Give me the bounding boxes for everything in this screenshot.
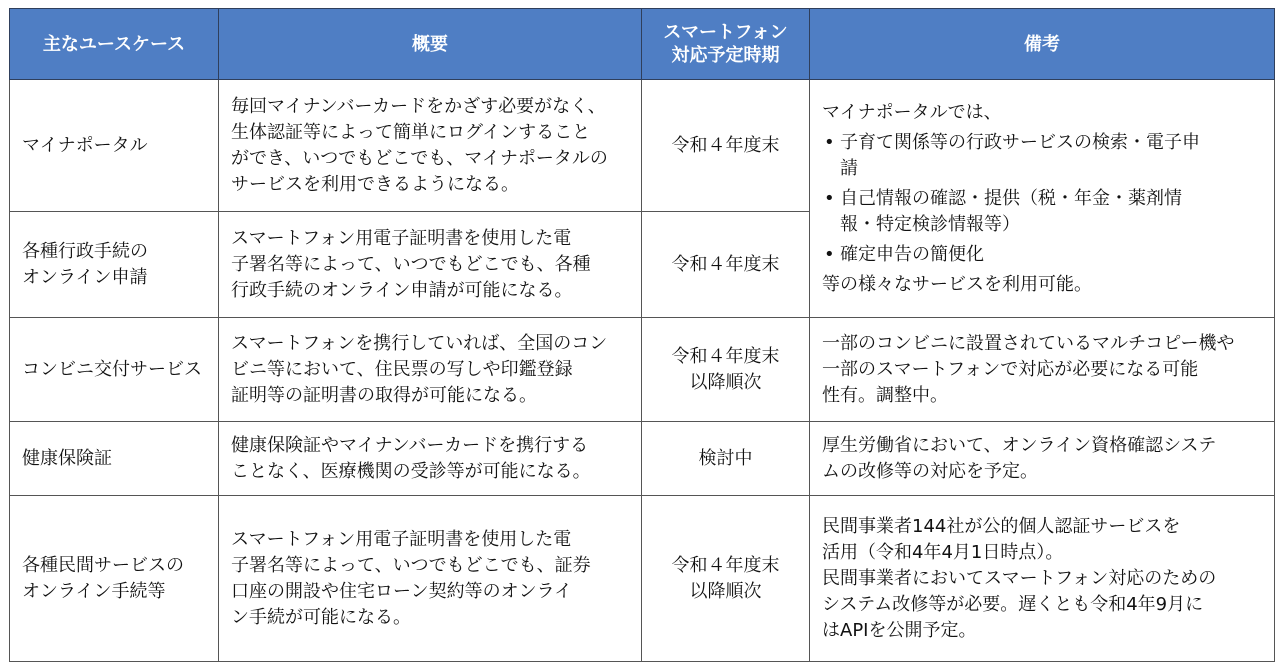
table-row <box>10 496 1275 662</box>
timing-line: 令和４年度末 <box>671 253 780 275</box>
note-cell <box>810 496 1275 662</box>
timing-cell <box>642 80 810 212</box>
note-cell <box>810 422 1275 496</box>
use-case-table-frame <box>9 8 1274 660</box>
timing-line: 令和４年度末 <box>671 345 780 367</box>
note-bullet-line: 確定申告の簡便化 <box>840 243 984 265</box>
timing-cell <box>642 212 810 318</box>
usecase-line: オンライン申請 <box>22 266 148 288</box>
bullet-mark: • <box>824 187 835 209</box>
usecase-line: 健康保険証 <box>22 447 112 469</box>
note-line: 一部のスマートフォンで対応が必要になる可能 <box>822 358 1199 380</box>
note-line: 厚生労働省において、オンライン資格確認システ <box>822 434 1217 456</box>
note-bullet-line: 請 <box>840 157 858 179</box>
usecase-cell <box>10 212 219 318</box>
note-line: 民間事業者においてスマートフォン対応のための <box>822 567 1217 589</box>
note-bullet-line: 報・特定検診情報等） <box>840 213 1020 235</box>
usecase-line: 各種行政手続の <box>22 240 148 262</box>
summary-cell <box>219 422 642 496</box>
timing-line: 検討中 <box>698 447 753 469</box>
summary-line: スマートフォン用電子証明書を使用した電 <box>231 528 572 550</box>
summary-cell <box>219 318 642 422</box>
summary-line: ができ、いつでもどこでも、マイナポータルの <box>231 147 608 169</box>
usecase-line: オンライン手続等 <box>22 580 166 602</box>
note-line: 民間事業者144社が公的個人認証サービスを <box>822 515 1181 537</box>
header-timing <box>642 9 810 80</box>
table-header-row <box>10 9 1275 80</box>
summary-line: ことなく、医療機関の受診等が可能になる。 <box>231 460 591 482</box>
note-bullet-item <box>822 242 1268 268</box>
usecase-cell <box>10 80 219 212</box>
note-cell <box>810 318 1275 422</box>
summary-line: 行政手続のオンライン申請が可能になる。 <box>231 279 573 301</box>
summary-line: 生体認証等によって簡単にログインすること <box>231 121 591 143</box>
use-case-table <box>9 8 1275 662</box>
usecase-cell <box>10 496 219 662</box>
summary-line: 証明等の証明書の取得が可能になる。 <box>231 384 537 406</box>
note-bullet-line: 自己情報の確認・提供（税・年金・薬剤情 <box>840 187 1182 209</box>
header-timing-line-1: スマートフォン <box>663 22 788 43</box>
header-summary: 概要 <box>219 9 642 80</box>
timing-line: 以降順次 <box>689 580 762 602</box>
usecase-line: 各種民間サービスの <box>22 554 184 576</box>
table-row <box>10 422 1275 496</box>
summary-line: ン手続が可能になる。 <box>231 606 411 628</box>
note-bullet-list <box>822 130 1268 268</box>
summary-line: 子署名等によって、いつでもどこでも、各種 <box>231 253 591 275</box>
header-note: 備考 <box>810 9 1275 80</box>
timing-line: 令和４年度末 <box>671 554 780 576</box>
note-line: はAPIを公開予定。 <box>822 619 977 641</box>
note-line: 活用（令和4年4月1日時点）。 <box>822 541 1064 563</box>
header-timing-line-2: 対応予定時期 <box>671 45 780 66</box>
timing-cell <box>642 496 810 662</box>
bullet-mark: • <box>824 131 835 153</box>
summary-cell <box>219 212 642 318</box>
table-row <box>10 318 1275 422</box>
note-bullet-item <box>822 186 1268 238</box>
summary-line: 口座の開設や住宅ローン契約等のオンライ <box>231 580 573 602</box>
note-line: システム改修等が必要。遅くとも令和4年9月に <box>822 593 1204 615</box>
header-usecase: 主なユースケース <box>10 9 219 80</box>
summary-line: 毎回マイナンバーカードをかざす必要がなく、 <box>231 95 606 117</box>
summary-cell <box>219 80 642 212</box>
summary-line: ビニ等において、住民票の写しや印鑑登録 <box>231 358 573 380</box>
timing-line: 令和４年度末 <box>671 134 780 156</box>
timing-cell <box>642 318 810 422</box>
summary-line: スマートフォン用電子証明書を使用した電 <box>231 227 572 249</box>
summary-line: スマートフォンを携行していれば、全国のコン <box>231 332 608 354</box>
timing-cell <box>642 422 810 496</box>
note-bullet-item <box>822 130 1268 182</box>
timing-line: 以降順次 <box>689 371 762 393</box>
summary-cell <box>219 496 642 662</box>
note-outro: 等の様々なサービスを利用可能。 <box>822 273 1092 295</box>
summary-line: 健康保険証やマイナンバーカードを携行する <box>231 434 589 456</box>
shared-note-cell <box>810 80 1275 318</box>
table-row <box>10 80 1275 212</box>
note-line: ムの改修等の対応を予定。 <box>822 460 1038 482</box>
usecase-line: コンビニ交付サービス <box>22 358 202 380</box>
summary-line: サービスを利用できるようになる。 <box>231 173 519 195</box>
note-intro: マイナポータルでは、 <box>822 101 1002 123</box>
usecase-line: マイナポータル <box>22 134 148 156</box>
note-line: 一部のコンビニに設置されているマルチコピー機や <box>822 332 1235 354</box>
usecase-cell <box>10 318 219 422</box>
summary-line: 子署名等によって、いつでもどこでも、証券 <box>231 554 591 576</box>
usecase-cell <box>10 422 219 496</box>
note-bullet-line: 子育て関係等の行政サービスの検索・電子申 <box>840 131 1200 153</box>
bullet-mark: • <box>824 243 835 265</box>
note-line: 性有。調整中。 <box>822 384 948 406</box>
